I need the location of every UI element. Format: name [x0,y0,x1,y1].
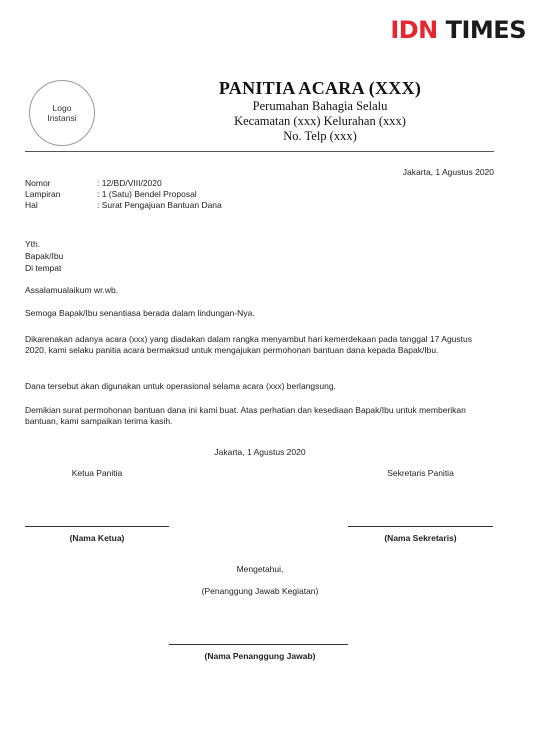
meta-row-nomor [25,178,495,189]
greeting: Assalamualaikum wr.wb. [25,285,119,295]
paragraph-2: Dikarenakan adanya acara (xxx) yang diadakan dalam rangka menyambut hari kemerdekaan pada tanggal 17 Agustus 2020, kami selaku panitia acara bermaksud untuk mengajukan permohonan bantuan dana kepada Bapak/Ibu. [25,334,472,355]
signature-date: Jakarta, 1 Agustus 2020 [214,447,306,457]
right-name: (Nama Sekretaris) [384,533,457,543]
letterhead-district: Kecamatan (xxx) Kelurahan (xxx) [234,114,406,128]
letterhead-phone: No. Telp (xxx) [283,129,357,143]
meta-row-lampiran [25,189,495,200]
recipient-name: Bapak/Ibu [25,251,64,261]
recipient-yth: Yth. [25,239,41,249]
letterhead-divider [25,151,494,152]
pj-role: (Penanggung Jawab Kegiatan) [201,586,319,596]
meta-label: Nomor [25,178,51,188]
right-role: Sekretaris Panitia [387,468,454,478]
meta-row-hal [25,200,495,211]
left-signature-line [25,526,169,527]
brand-part-times: TIMES [445,16,526,44]
letter-date: Jakarta, 1 Agustus 2020 [402,167,494,177]
recipient-place: Di tempat [25,263,62,273]
meta-label: Lampiran [25,189,61,199]
acknowledge-label: Mengetahui, [236,564,284,574]
meta-value: : 12/BD/VIII/2020 [97,178,162,188]
meta-value: : Surat Pengajuan Bantuan Dana [97,200,222,210]
left-name: (Nama Ketua) [69,533,125,543]
meta-value: : 1 (Satu) Bendel Proposal [97,189,197,199]
logo-line-1: Logo [52,103,72,113]
logo-line-2: Instansi [47,113,77,123]
brand-logo [390,15,526,45]
paragraph-4: Demikian surat permohonan bantuan dana ini kami buat. Atas perhatian dan kesediaan Bapak/Ibu untuk memberikan bantuan, kami sampaikan terima kasih. [25,405,466,426]
left-role: Ketua Panitia [71,468,123,478]
paragraph-3: Dana tersebut akan digunakan untuk operasional selama acara (xxx) berlangsung. [25,381,336,391]
letterhead-address: Perumahan Bahagia Selalu [252,99,388,113]
institution-logo-placeholder [29,80,95,146]
paragraph-1: Semoga Bapak/Ibu senantiasa berada dalam lindungan-Nya. [25,308,255,318]
letterhead-title: PANITIA ACARA (XXX) [218,78,422,98]
meta-label: Hal [25,200,38,210]
brand-part-idn: IDN [390,16,438,44]
pj-name: (Nama Penanggung Jawab) [204,651,316,661]
right-signature-line [348,526,493,527]
pj-signature-line [169,644,348,645]
